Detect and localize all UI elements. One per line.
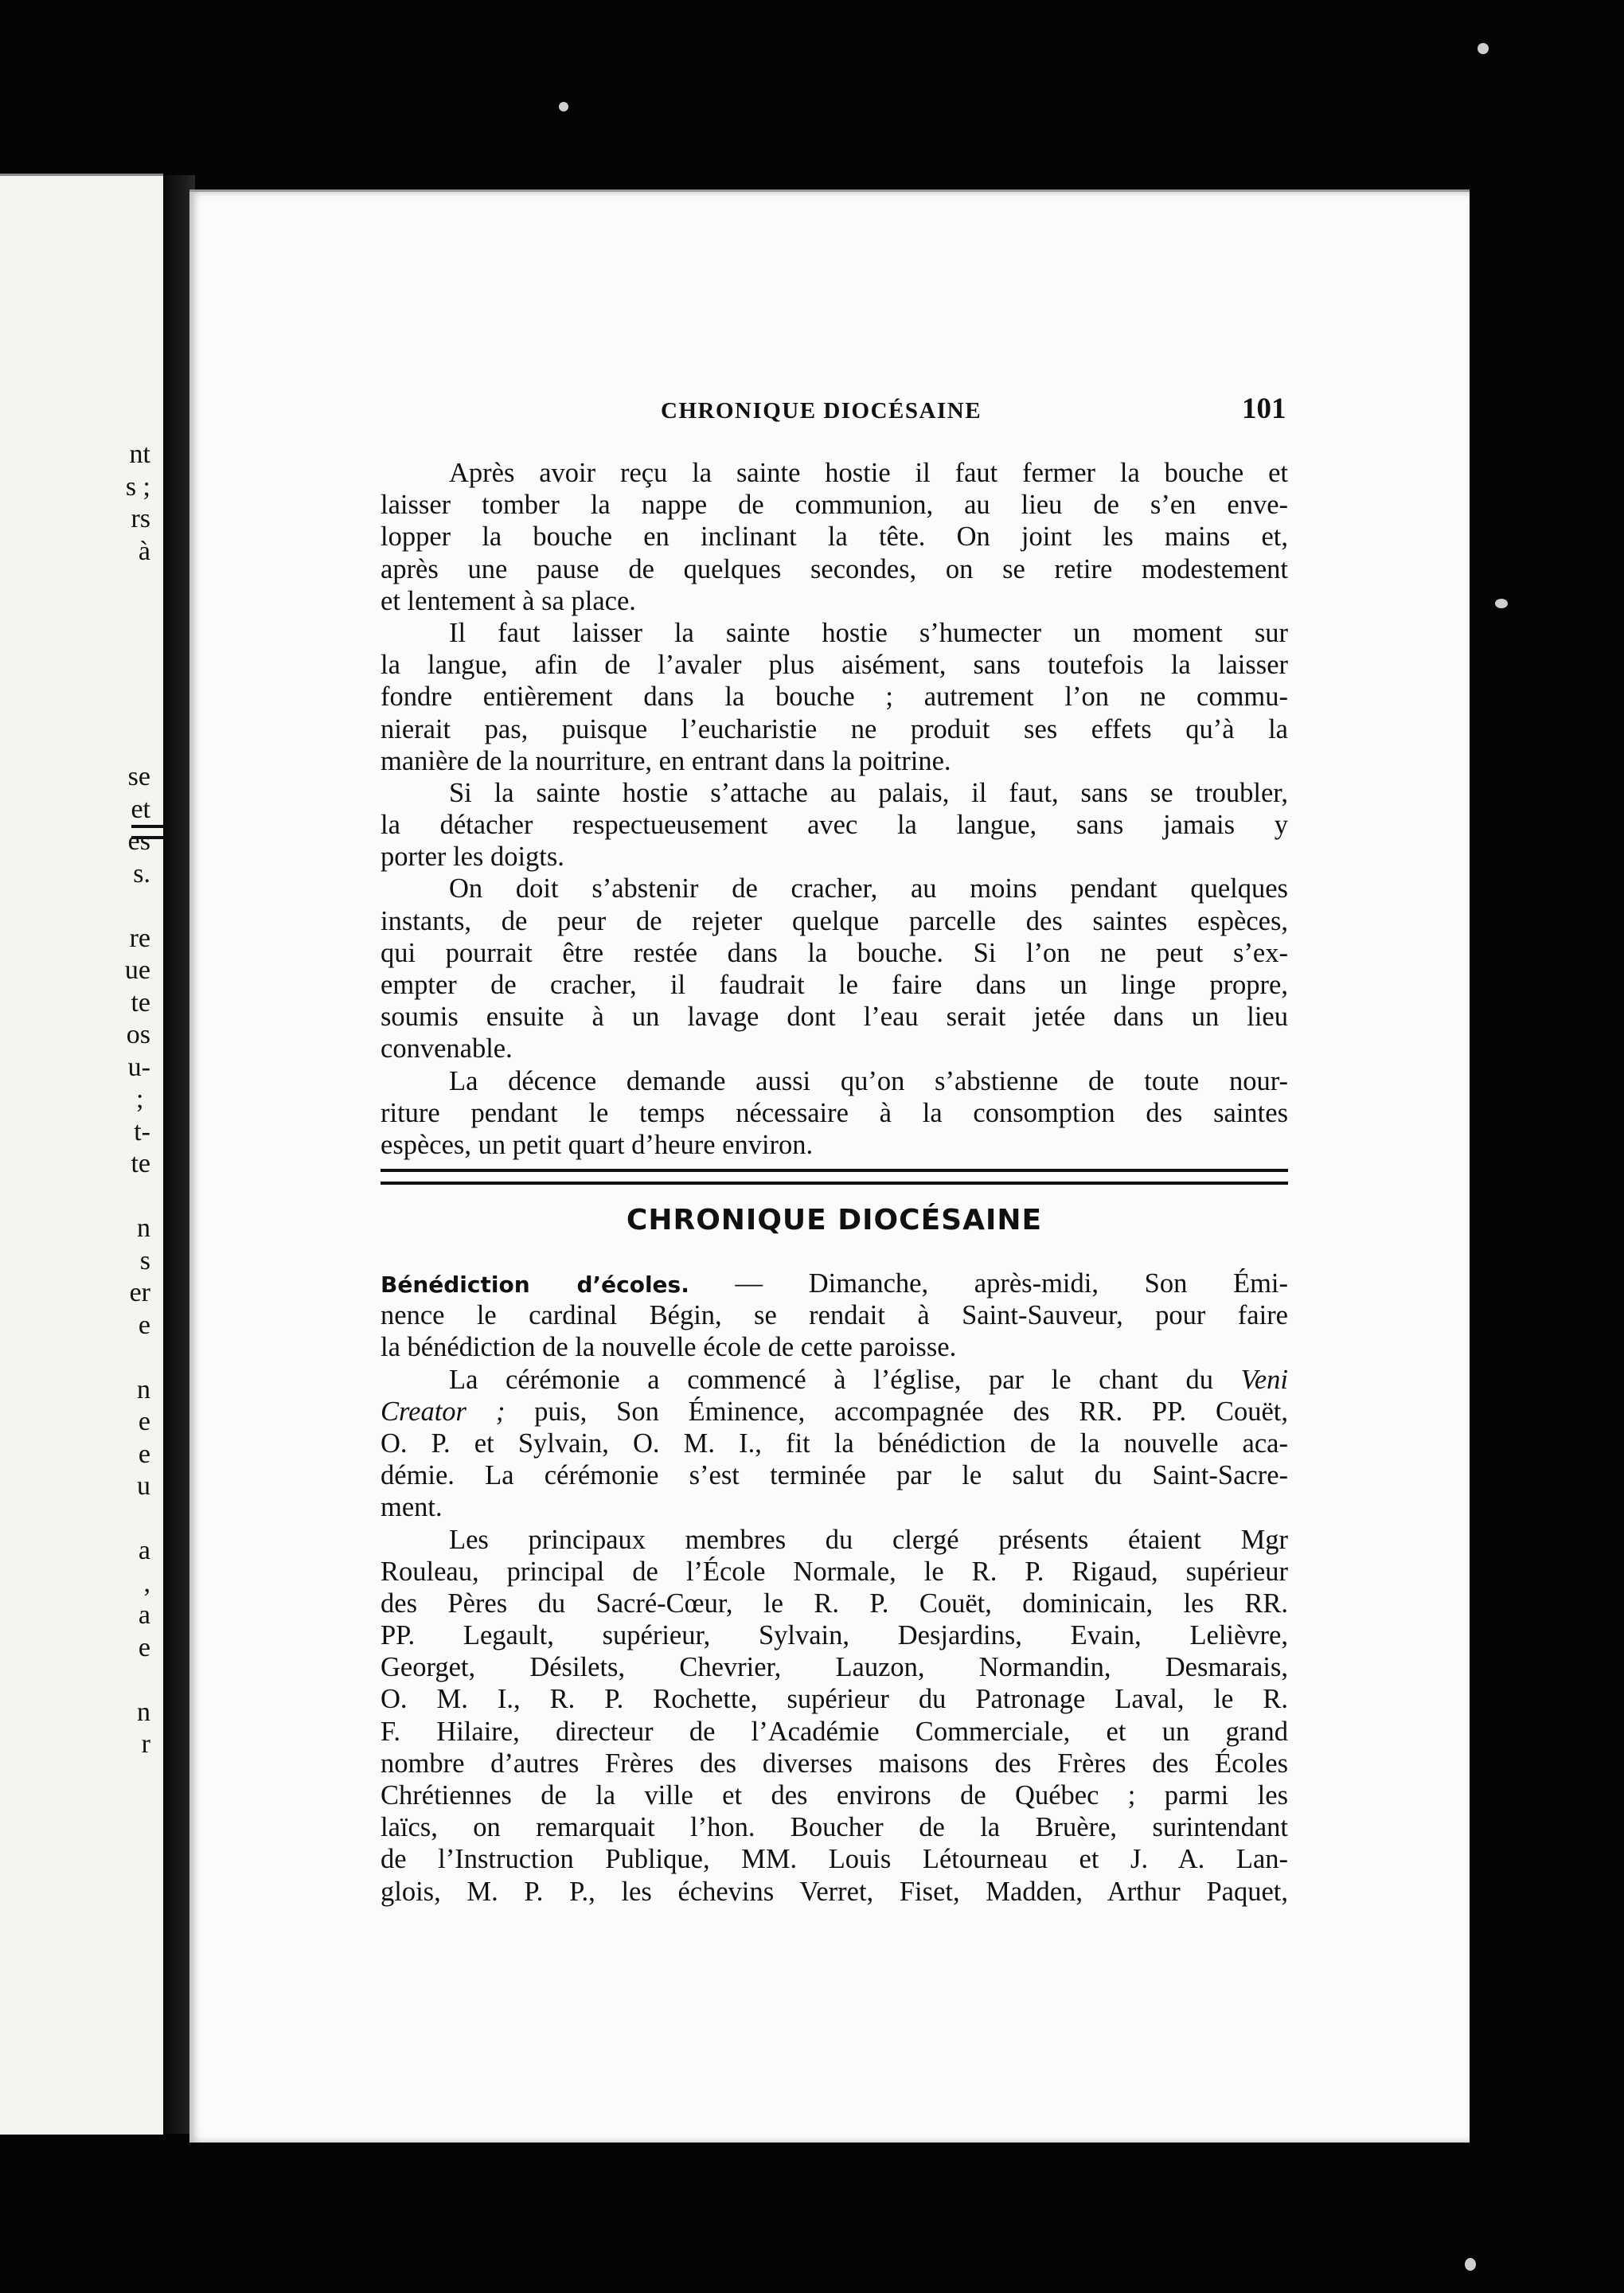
fragment: re — [129, 923, 150, 953]
text-line: Les principaux membres du clergé présents étaient Mgr — [449, 1524, 1288, 1555]
text-line: nombre d’autres Frères des diverses maisons des Frères des Écoles — [381, 1748, 1288, 1779]
fragment: t- — [134, 1116, 150, 1146]
fragment — [55, 1342, 150, 1374]
text-line: O. P. et Sylvain, O. M. I., fit la bénédiction de la nouvelle aca- — [381, 1428, 1288, 1459]
fragment: e — [138, 1632, 150, 1662]
fragment: e — [138, 1439, 150, 1469]
text-line: F. Hilaire, directeur de l’Académie Commerciale, et un grand — [381, 1716, 1288, 1747]
italic-title: Creator ; — [381, 1396, 506, 1427]
fragment: ; — [136, 1084, 150, 1114]
communion-instructions-text — [381, 457, 1288, 1161]
section-rule-top — [381, 1169, 1288, 1172]
fragment: e — [138, 1310, 150, 1340]
fragment — [55, 890, 150, 923]
text-line: de l’Instruction Publique, MM. Louis Létourneau et J. A. Lan- — [381, 1844, 1288, 1875]
fragment: à — [138, 536, 150, 566]
text-line: nence le cardinal Bégin, se rendait à Saint-Sauveur, pour faire — [381, 1300, 1288, 1331]
text-line: nierait pas, puisque l’eucharistie ne produit ses effets qu’à la — [381, 713, 1288, 744]
text-line: O. M. I., R. P. Rochette, supérieur du Patronage Laval, le R. — [381, 1684, 1288, 1715]
text-line: convenable. — [381, 1033, 513, 1064]
fragment — [55, 665, 150, 697]
fragment: s ; — [125, 471, 150, 502]
fragment: u- — [127, 1052, 150, 1082]
fragment: rs — [131, 504, 150, 533]
dust-speck — [559, 102, 568, 111]
italic-title: Veni — [1240, 1364, 1288, 1395]
fragment — [55, 697, 150, 729]
fragment: te — [131, 1149, 150, 1178]
fragment: nt — [129, 439, 150, 469]
fragment — [55, 1503, 150, 1536]
text-line: On doit s’abstenir de cracher, au moins pendant quelques — [449, 873, 1288, 904]
text-line: Chrétiennes de la ville et des environs de Québec ; parmi les — [381, 1780, 1288, 1811]
page-number: 101 — [1242, 393, 1286, 425]
text-line: glois, M. P. P., les échevins Verret, Fiset, Madden, Arthur Paquet, — [381, 1876, 1288, 1907]
text-line: Georget, Désilets, Chevrier, Lauzon, Normandin, Desmarais, — [381, 1652, 1288, 1683]
text-line: laïcs, on remarquait l’hon. Boucher de la Bruère, surintendant — [381, 1812, 1288, 1843]
fragment: e — [138, 1407, 150, 1436]
fragment — [55, 568, 150, 600]
text-line: manière de la nourriture, en entrant dans la poitrine. — [381, 745, 951, 776]
text-line: Creator ; puis, Son Éminence, accompagnée des RR. PP. Couët, — [381, 1396, 1288, 1427]
fragment — [55, 600, 150, 633]
fragment: es — [127, 826, 150, 856]
text-line: ment. — [381, 1492, 443, 1523]
text-line: soumis ensuite à un lavage dont l’eau serait jetée dans un lieu — [381, 1002, 1288, 1033]
text-line: lopper la bouche en inclinant la tête. On joint les mains et, — [381, 521, 1288, 553]
dust-speck — [1465, 2258, 1476, 2271]
fragment: te — [131, 987, 150, 1018]
text-line: la langue, afin de l’avaler plus aisément, sans toutefois la laisser — [381, 650, 1288, 681]
fragment — [55, 632, 150, 665]
fragment: r — [141, 1729, 150, 1759]
fragment — [55, 1664, 150, 1697]
fragment: a — [138, 1600, 150, 1630]
text-line: La cérémonie a commencé à l’église, par le chant du Veni — [449, 1364, 1288, 1395]
text-line: Après avoir reçu la sainte hostie il faut fermer la bouche et — [449, 458, 1288, 488]
text-line: la détacher respectueusement avec la langue, sans jamais y — [381, 810, 1288, 841]
fragment — [55, 1181, 150, 1213]
text-line: la bénédiction de la nouvelle école de cette paroisse. — [381, 1332, 957, 1363]
text-line: PP. Legault, supérieur, Sylvain, Desjardins, Evain, Lelièvre, — [381, 1620, 1288, 1651]
previous-page-text-fragments — [55, 439, 150, 1761]
previous-page-double-rule — [131, 825, 163, 839]
fragment: se — [127, 762, 150, 791]
text-line: qui pourrait être restée dans la bouche. Si l’on ne peut s’ex- — [381, 937, 1288, 968]
text-line: empter de cracher, il faudrait le faire dans un linge propre, — [381, 970, 1288, 1000]
fragment: ue — [124, 955, 150, 985]
fragment: s. — [133, 858, 150, 889]
text-line: et lentement à sa place. — [381, 585, 636, 616]
text-line: Il faut laisser la sainte hostie s’humecter un moment sur — [449, 617, 1288, 648]
text-line: démie. La cérémonie s’est terminée par le salut du Saint-Sacre- — [381, 1460, 1288, 1491]
text-line: La décence demande aussi qu’on s’abstienne de toute nour- — [449, 1065, 1288, 1096]
fragment: n — [137, 1213, 150, 1243]
running-head: CHRONIQUE DIOCÉSAINE — [661, 398, 982, 424]
text-line: espèces, un petit quart d’heure environ. — [381, 1129, 814, 1160]
fragment: n — [137, 1374, 150, 1404]
fragment: er — [129, 1278, 150, 1307]
section-rule-bottom — [381, 1182, 1288, 1185]
text-line: instants, de peur de rejeter quelque parcelle des saintes espèces, — [381, 905, 1288, 936]
text-line: laisser tomber la nappe de communion, au lieu de s’en enve- — [381, 490, 1288, 521]
run-in-heading: Bénédiction d’écoles. — [381, 1272, 689, 1298]
fragment: n — [137, 1697, 150, 1727]
fragment: u — [137, 1471, 150, 1501]
text-line: des Pères du Sacré-Cœur, le R. P. Couët, dominicain, les RR. — [381, 1588, 1288, 1619]
text-line: Rouleau, principal de l’École Normale, le R. P. Rigaud, supérieur — [381, 1556, 1288, 1587]
fragment: et — [131, 794, 150, 824]
fragment — [55, 729, 150, 762]
text-line: Si la sainte hostie s’attache au palais, il faut, sans se troubler, — [449, 777, 1288, 808]
fragment: s — [139, 1245, 150, 1275]
dust-speck — [1495, 599, 1508, 608]
text-line: fondre entièrement dans la bouche ; autrement l’on ne commu- — [381, 682, 1288, 713]
text-line: porter les doigts. — [381, 842, 564, 873]
text-line: Bénédiction d’écoles. — Dimanche, après-midi, Son Émi- — [381, 1268, 1288, 1299]
text-line: après une pause de quelques secondes, on se retire modestement — [381, 553, 1288, 584]
text-line: riture pendant le temps nécessaire à la consomption des saintes — [381, 1097, 1288, 1128]
section-title: CHRONIQUE DIOCÉSAINE — [626, 1204, 1043, 1236]
chronicle-text — [381, 1268, 1288, 1908]
dust-speck — [1478, 43, 1489, 54]
fragment: a — [138, 1536, 150, 1565]
fragment: os — [126, 1020, 150, 1049]
previous-page-edge — [0, 174, 163, 2135]
fragment: , — [143, 1568, 150, 1598]
